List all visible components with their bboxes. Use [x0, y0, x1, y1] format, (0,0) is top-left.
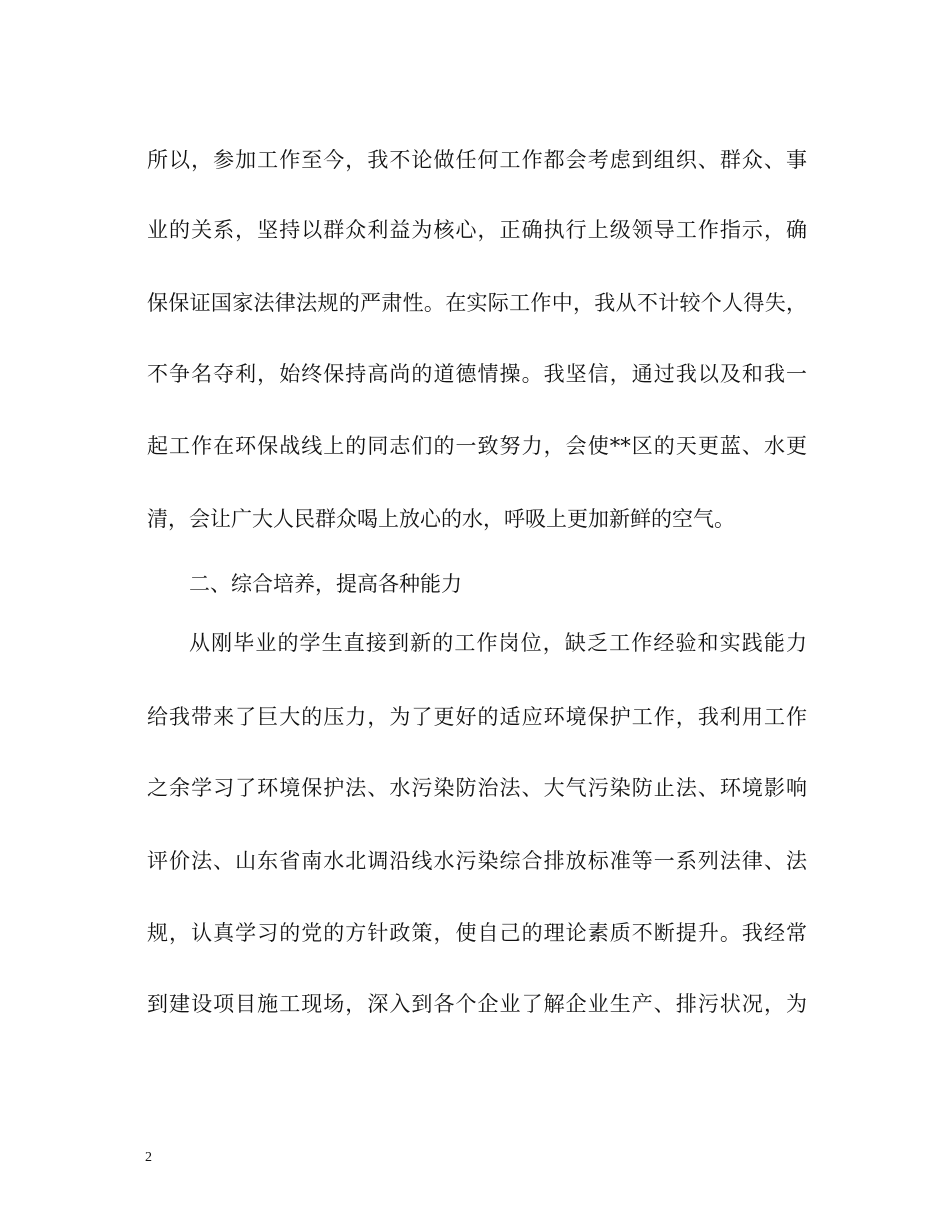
section-heading: 二、综合培养，提高各种能力 — [189, 572, 462, 596]
paragraph-line: 从刚毕业的学生直接到新的工作岗位，缺乏工作经验和实践能力 — [189, 631, 807, 655]
paragraph-line: 到建设项目施工现场，深入到各个企业了解企业生产、排污状况，为 — [147, 992, 807, 1016]
paragraph-line: 起工作在环保战线上的同志们的一致努力，会使**区的天更蓝、水更 — [147, 434, 807, 458]
paragraph-line: 之余学习了环境保护法、水污染防治法、大气污染防止法、环境影响 — [147, 776, 807, 800]
paragraph-line: 业的关系，坚持以群众利益为核心，正确执行上级领导工作指示，确 — [147, 218, 807, 242]
paragraph-line: 所以，参加工作至今，我不论做任何工作都会考虑到组织、群众、事 — [147, 148, 807, 172]
paragraph-line: 评价法、山东省南水北调沿线水污染综合排放标准等一系列法律、法 — [147, 849, 807, 873]
paragraph-line: 清，会让广大人民群众喝上放心的水，呼吸上更加新鲜的空气。 — [147, 507, 735, 531]
paragraph-line: 保保证国家法律法规的严肃性。在实际工作中，我从不计较个人得失， — [147, 291, 807, 315]
paragraph-line: 不争名夺利，始终保持高尚的道德情操。我坚信，通过我以及和我一 — [147, 362, 807, 386]
paragraph-line: 给我带来了巨大的压力，为了更好的适应环境保护工作，我利用工作 — [147, 705, 807, 729]
paragraph-line: 规，认真学习的党的方针政策，使自己的理论素质不断提升。我经常 — [147, 921, 807, 945]
page-number: 2 — [145, 1150, 152, 1165]
